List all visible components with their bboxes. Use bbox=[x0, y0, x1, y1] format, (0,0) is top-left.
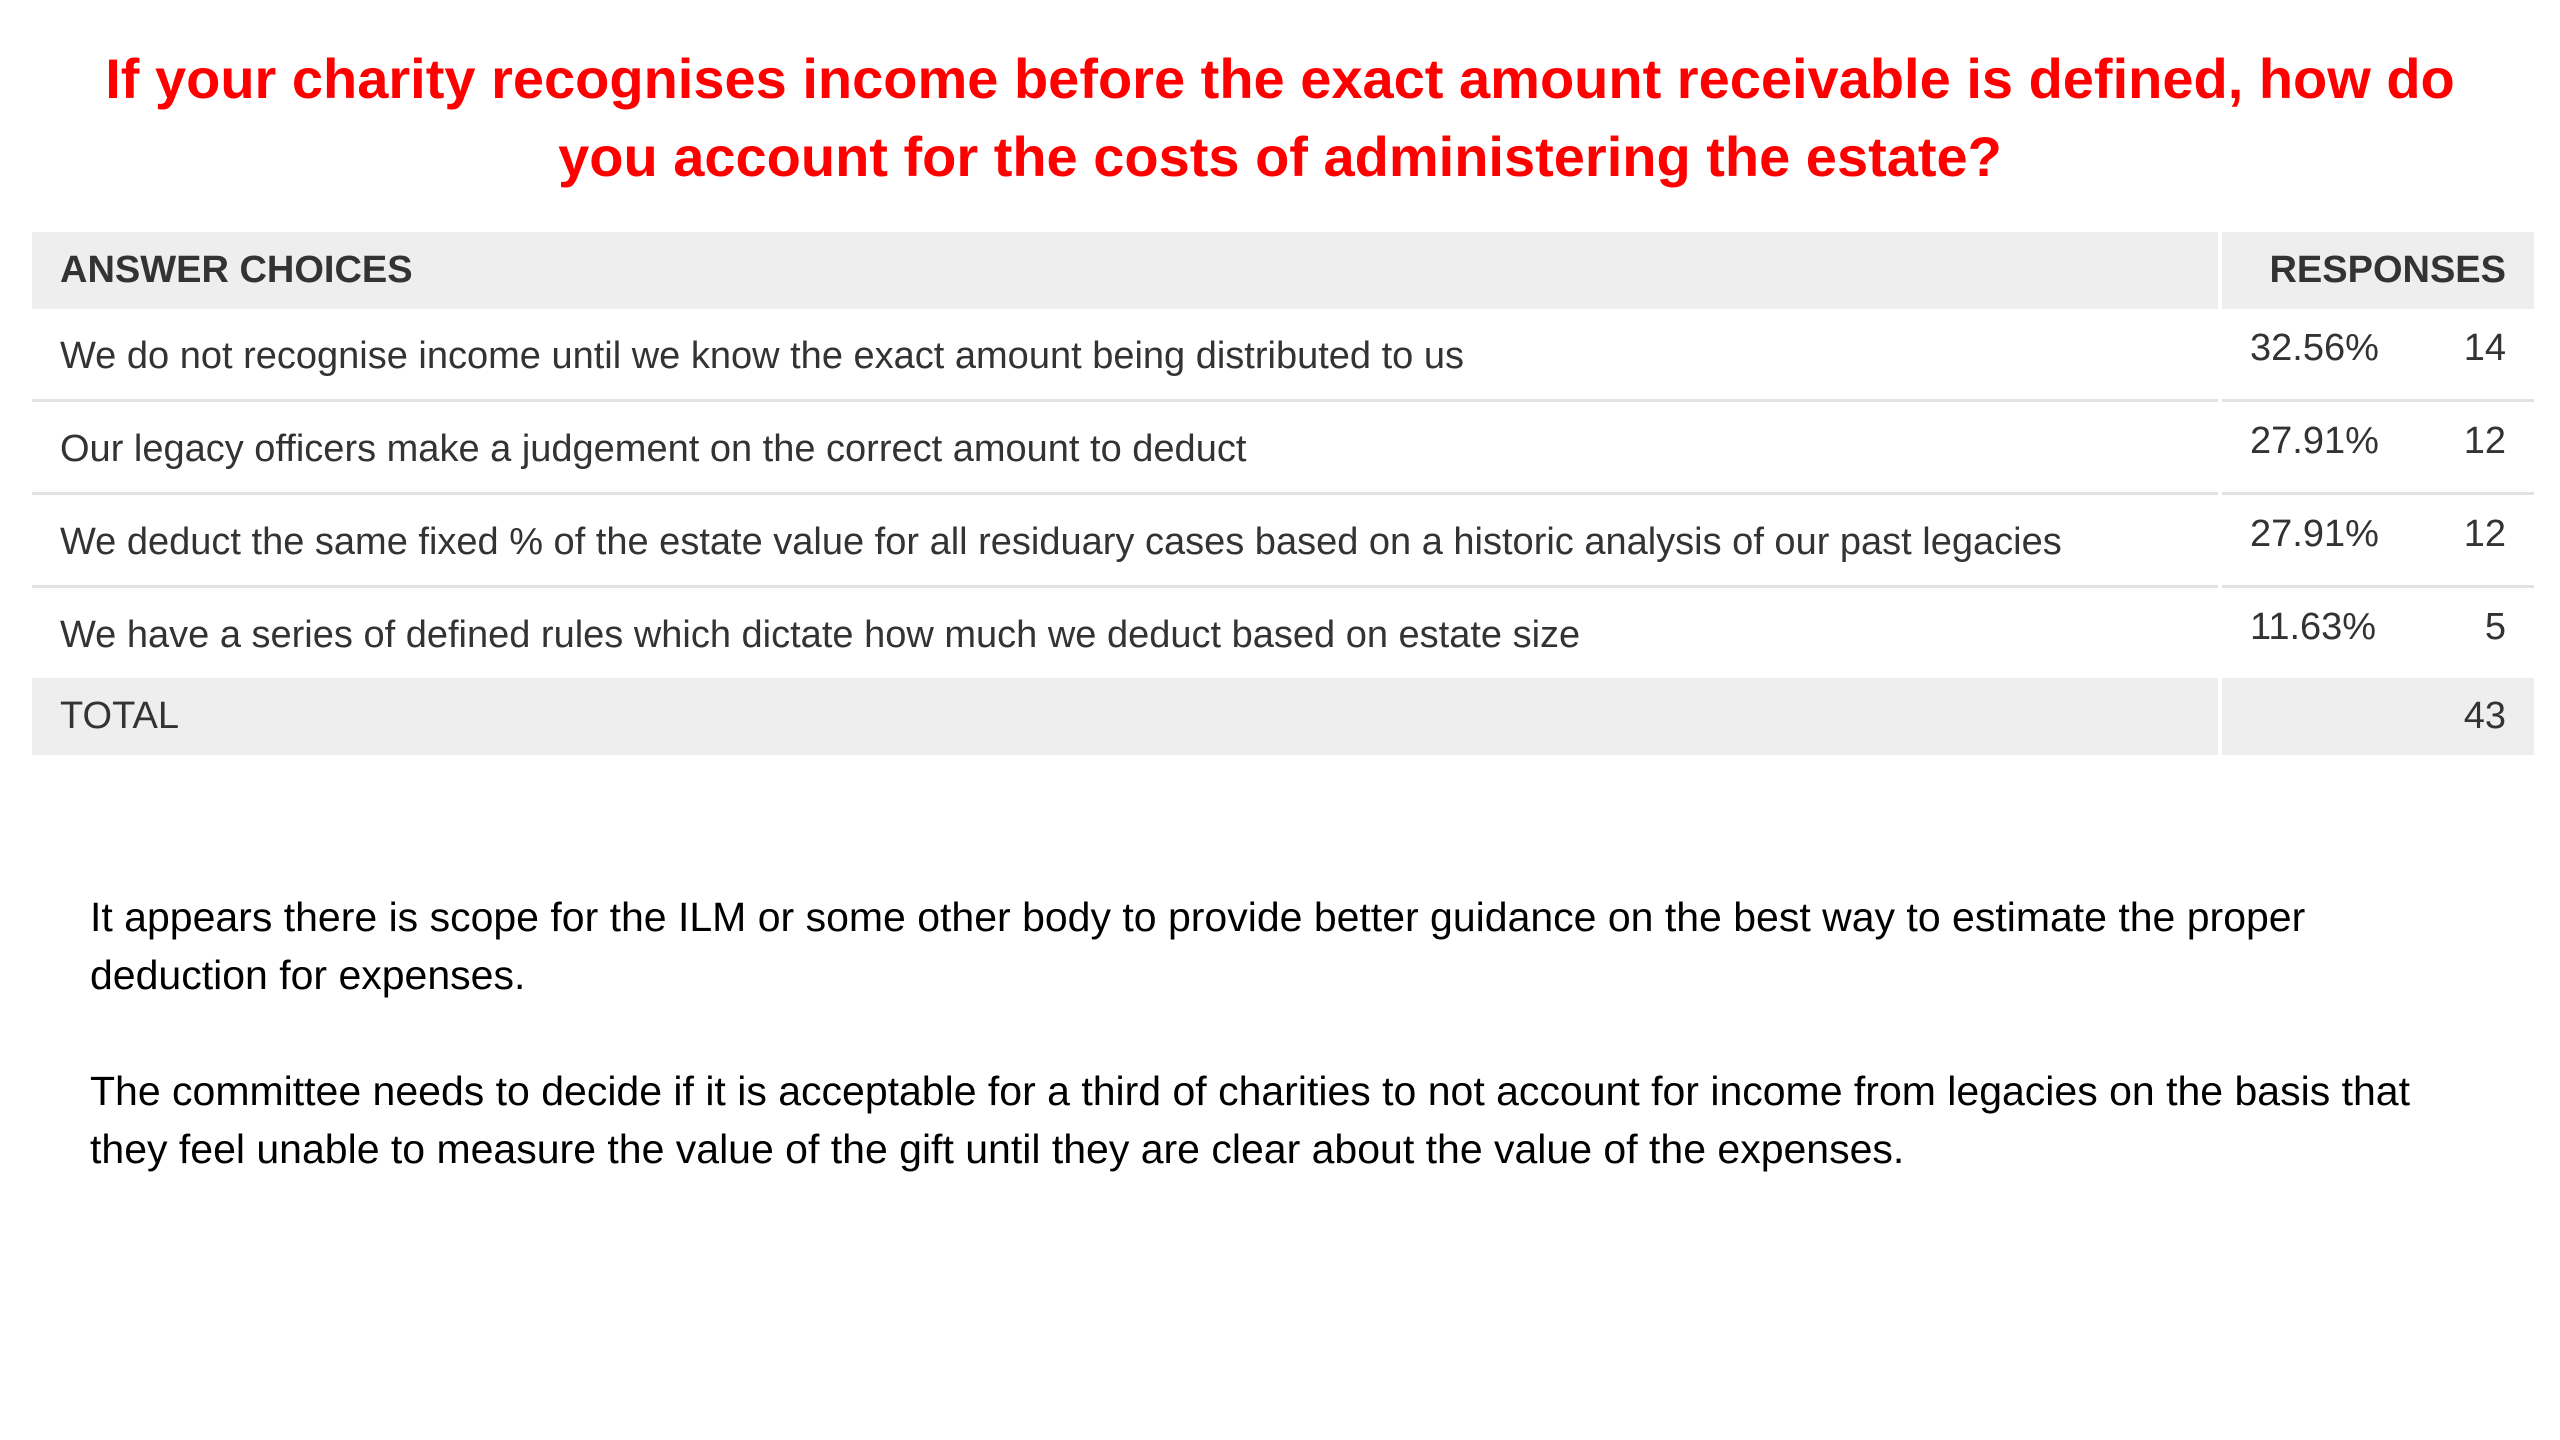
response-percent: 27.91% bbox=[2250, 420, 2379, 462]
table-total-row bbox=[32, 678, 2534, 755]
response-count: 14 bbox=[2463, 327, 2506, 369]
table-row bbox=[32, 401, 2534, 494]
total-label: TOTAL bbox=[32, 678, 2220, 755]
header-answer-choices: ANSWER CHOICES bbox=[32, 232, 2220, 309]
survey-results-table bbox=[32, 232, 2534, 755]
header-responses: RESPONSES bbox=[2220, 232, 2534, 309]
table-row bbox=[32, 309, 2534, 401]
note-paragraph: The committee needs to decide if it is acceptable for a third of charities to not account for income from legacies on the basis that they feel unable to measure the value of the gift until they are clear about the value of the expenses. bbox=[90, 1068, 2410, 1172]
total-value: 43 bbox=[2220, 678, 2534, 755]
note-paragraph: It appears there is scope for the ILM or some other body to provide better guidance on the best way to estimate the proper deduction for expenses. bbox=[90, 894, 2306, 998]
response-count: 12 bbox=[2463, 513, 2506, 555]
answer-choice: We deduct the same fixed % of the estate value for all residuary cases based on a historic analysis of our past legacies bbox=[32, 494, 2220, 587]
answer-choice: We have a series of defined rules which dictate how much we deduct based on estate size bbox=[32, 587, 2220, 679]
table-row bbox=[32, 494, 2534, 587]
response-count: 12 bbox=[2463, 420, 2506, 462]
answer-choice: Our legacy officers make a judgement on the correct amount to deduct bbox=[32, 401, 2220, 494]
response-cell bbox=[2220, 401, 2534, 494]
commentary-notes bbox=[90, 888, 2470, 1236]
answer-choice: We do not recognise income until we know the exact amount being distributed to us bbox=[32, 309, 2220, 401]
response-count: 5 bbox=[2484, 606, 2506, 648]
response-cell bbox=[2220, 587, 2534, 679]
response-cell bbox=[2220, 309, 2534, 401]
table-header-row bbox=[32, 232, 2534, 309]
slide-title: If your charity recognises income before the exact amount receivable is defined, how do you account for the costs of administering the estate? bbox=[105, 47, 2455, 188]
table-row bbox=[32, 587, 2534, 679]
response-percent: 11.63% bbox=[2250, 606, 2377, 648]
response-percent: 32.56% bbox=[2250, 327, 2379, 369]
response-percent: 27.91% bbox=[2250, 513, 2379, 555]
response-cell bbox=[2220, 494, 2534, 587]
